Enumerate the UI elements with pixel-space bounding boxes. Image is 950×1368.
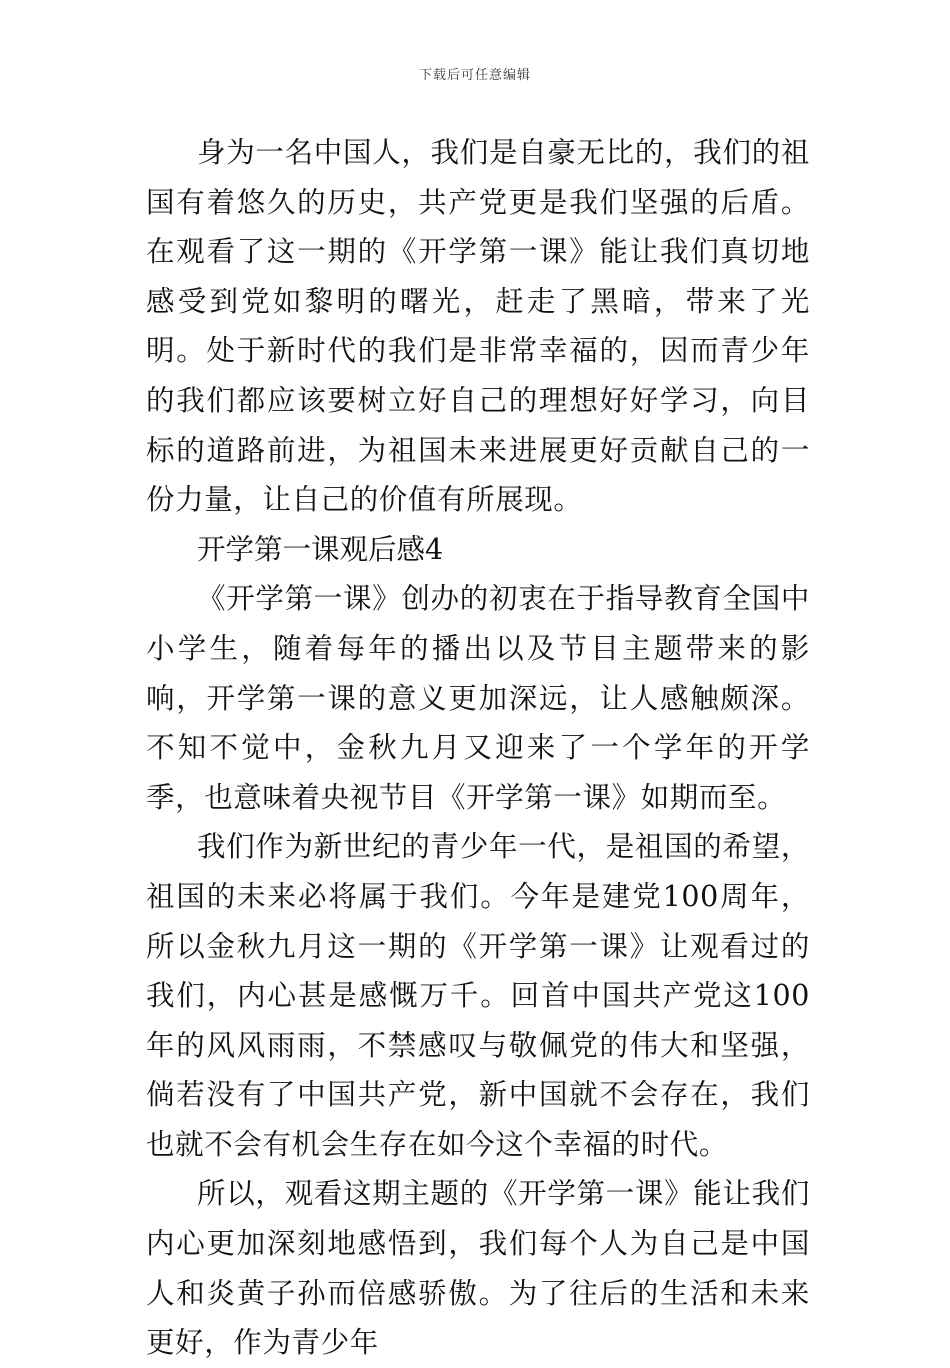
paragraph-3: 我们作为新世纪的青少年一代，是祖国的希望，祖国的未来必将属于我们。今年是建党100周年，所以金秋九月这一期的《开学第一课》让观看过的我们，内心甚是感慨万千。回首中国共产党这100年的风风雨雨，不禁感叹与敬佩党的伟大和坚强，倘若没有了中国共产党，新中国就不会存在，我们也就不会有机会生存在如今这个幸福的时代。 <box>146 830 810 1161</box>
section-title: 开学第一课观后感4 <box>197 532 444 566</box>
paragraph-4: 所以，观看这期主题的《开学第一课》能让我们内心更加深刻地感悟到，我们每个人为自己是中国人和炎黄子孙而倍感骄傲。为了往后的生活和未来更好，作为青少年 <box>146 1177 810 1360</box>
document-body <box>146 128 810 1368</box>
paragraph-1: 身为一名中国人，我们是自豪无比的，我们的祖国有着悠久的历史，共产党更是我们坚强的后盾。在观看了这一期的《开学第一课》能让我们真切地感受到党如黎明的曙光，赶走了黑暗，带来了光明。处于新时代的我们是非常幸福的，因而青少年的我们都应该要树立好自己的理想好好学习，向目标的道路前进，为祖国未来进展更好贡献自己的一份力量，让自己的价值有所展现。 <box>146 136 810 517</box>
paragraph-2: 《开学第一课》创办的初衷在于指导教育全国中小学生，随着每年的播出以及节目主题带来的影响，开学第一课的意义更加深远，让人感触颇深。不知不觉中，金秋九月又迎来了一个学年的开学季，也意味着央视节目《开学第一课》如期而至。 <box>146 582 810 814</box>
header-note: 下载后可任意编辑 <box>418 68 531 83</box>
